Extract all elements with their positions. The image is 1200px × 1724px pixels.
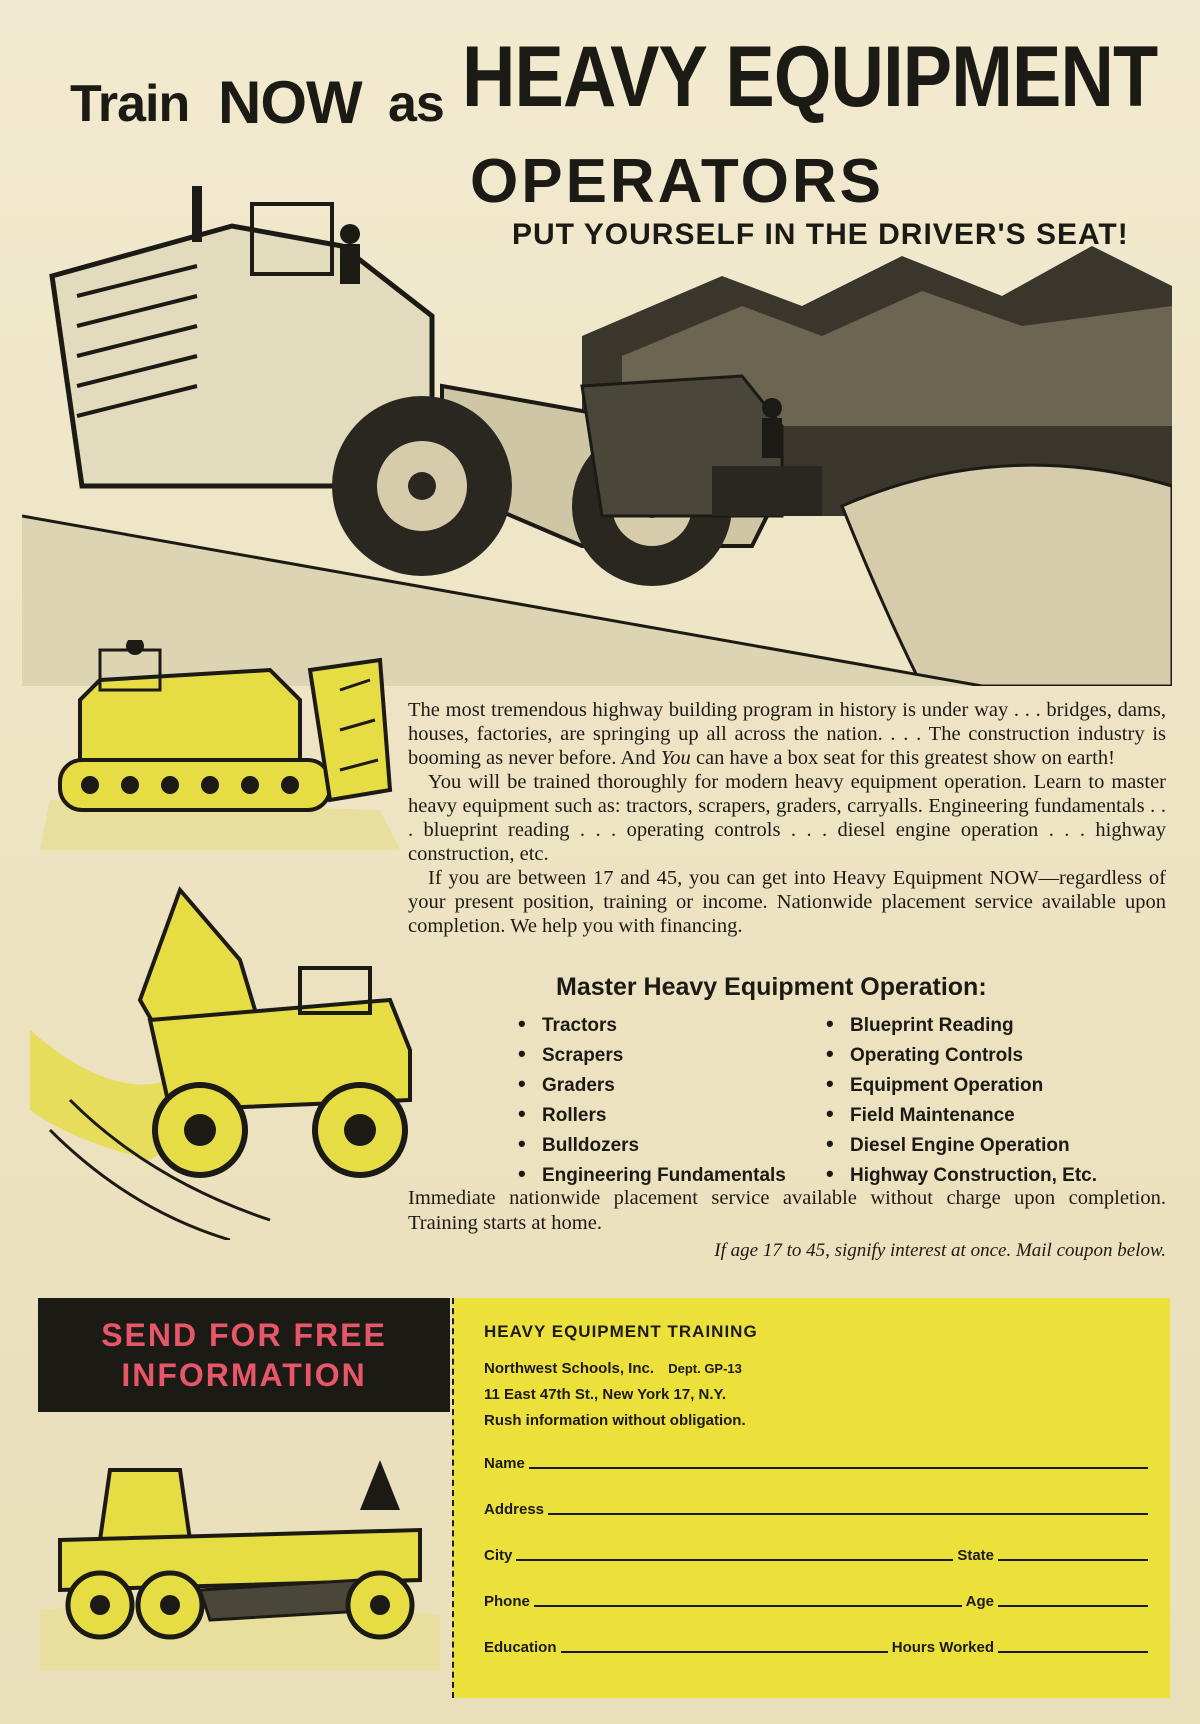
list-item: • Highway Construction, Etc. [826,1160,1097,1190]
list-item: • Field Maintenance [826,1100,1097,1130]
education-label: Education [484,1639,557,1656]
master-list-right [826,1010,1097,1190]
headline-heavy-equipment: HEAVY EQUIPMENT [462,29,1158,125]
dump-truck-illustration [30,880,430,1240]
master-list-left [518,1010,786,1190]
scraper-illustration [22,186,1172,686]
city-state-field[interactable] [484,1538,1152,1564]
list-item: • Bulldozers [518,1130,786,1160]
headline [70,28,1170,158]
education-hours-field[interactable] [484,1630,1152,1656]
bulldozer-illustration [40,640,400,850]
grader-illustration [40,1440,440,1670]
headline-as: as [388,75,444,133]
mail-coupon[interactable] [452,1298,1170,1698]
hours-worked-label: Hours Worked [891,1639,994,1656]
name-field[interactable] [484,1446,1152,1472]
coupon-address: 11 East 47th St., New York 17, N.Y. [484,1386,727,1403]
list-item: • Scrapers [518,1040,786,1070]
phone-age-field[interactable] [484,1584,1152,1610]
body-emphasis-you: You [660,747,691,769]
body-paragraph-1: The most tremendous highway building program in history is under way . . . bridges, dams, houses, factories, are springing up all across the nation. . . . The construction industry is booming as never before. And You can have a box seat for this greatest show on earth! [408,699,1166,769]
body-paragraph-3: If you are between 17 and 45, you can get into Heavy Equipment NOW—regardless of your present position, training or income. Nationwide placement service available upon completion. We help you with financing. [408,867,1166,937]
closing-text: Immediate nationwide placement service available without charge upon completion. Training starts at home. [408,1187,1166,1234]
headline-operators: OPERATORS [470,147,884,216]
list-item: • Operating Controls [826,1040,1097,1070]
send-for-information-banner [38,1298,450,1412]
coupon-organization: Northwest Schools, Inc. Dept. GP-13 [484,1360,742,1377]
banner-line-1: SEND FOR FREE [101,1317,387,1353]
list-item: • Diesel Engine Operation [826,1130,1097,1160]
mail-instruction: If age 17 to 45, signify interest at once. Mail coupon below. [714,1240,1166,1261]
master-list-title: Master Heavy Equipment Operation: [556,973,987,1001]
headline-train: Train [70,75,190,133]
coupon-title: HEAVY EQUIPMENT TRAINING [484,1322,758,1341]
address-label: Address [484,1501,545,1518]
list-item: • Blueprint Reading [826,1010,1097,1040]
list-item: • Graders [518,1070,786,1100]
age-label: Age [965,1593,994,1610]
list-item: • Tractors [518,1010,786,1040]
coupon-department: Dept. GP-13 [668,1361,742,1376]
list-item: • Engineering Fundamentals [518,1160,786,1190]
address-field[interactable] [484,1492,1152,1518]
subheadline: PUT YOURSELF IN THE DRIVER'S SEAT! [512,218,1129,251]
banner-line-2: INFORMATION [121,1357,367,1393]
headline-now: NOW [218,69,362,136]
coupon-note: Rush information without obligation. [484,1412,746,1429]
name-label: Name [484,1455,525,1472]
phone-label: Phone [484,1593,530,1610]
state-label: State [957,1547,994,1564]
list-item: • Rollers [518,1100,786,1130]
body-paragraph-2: You will be trained thoroughly for modern heavy equipment operation. Learn to master heavy equipment such as: tractors, scrapers, graders, carryalls. Engineering fundamentals . . . blueprint reading . . . operating controls . . . diesel engine operation . . . highway construction, etc. [408,771,1166,865]
city-label: City [484,1547,513,1564]
list-item: • Equipment Operation [826,1070,1097,1100]
body-copy [408,698,1166,938]
